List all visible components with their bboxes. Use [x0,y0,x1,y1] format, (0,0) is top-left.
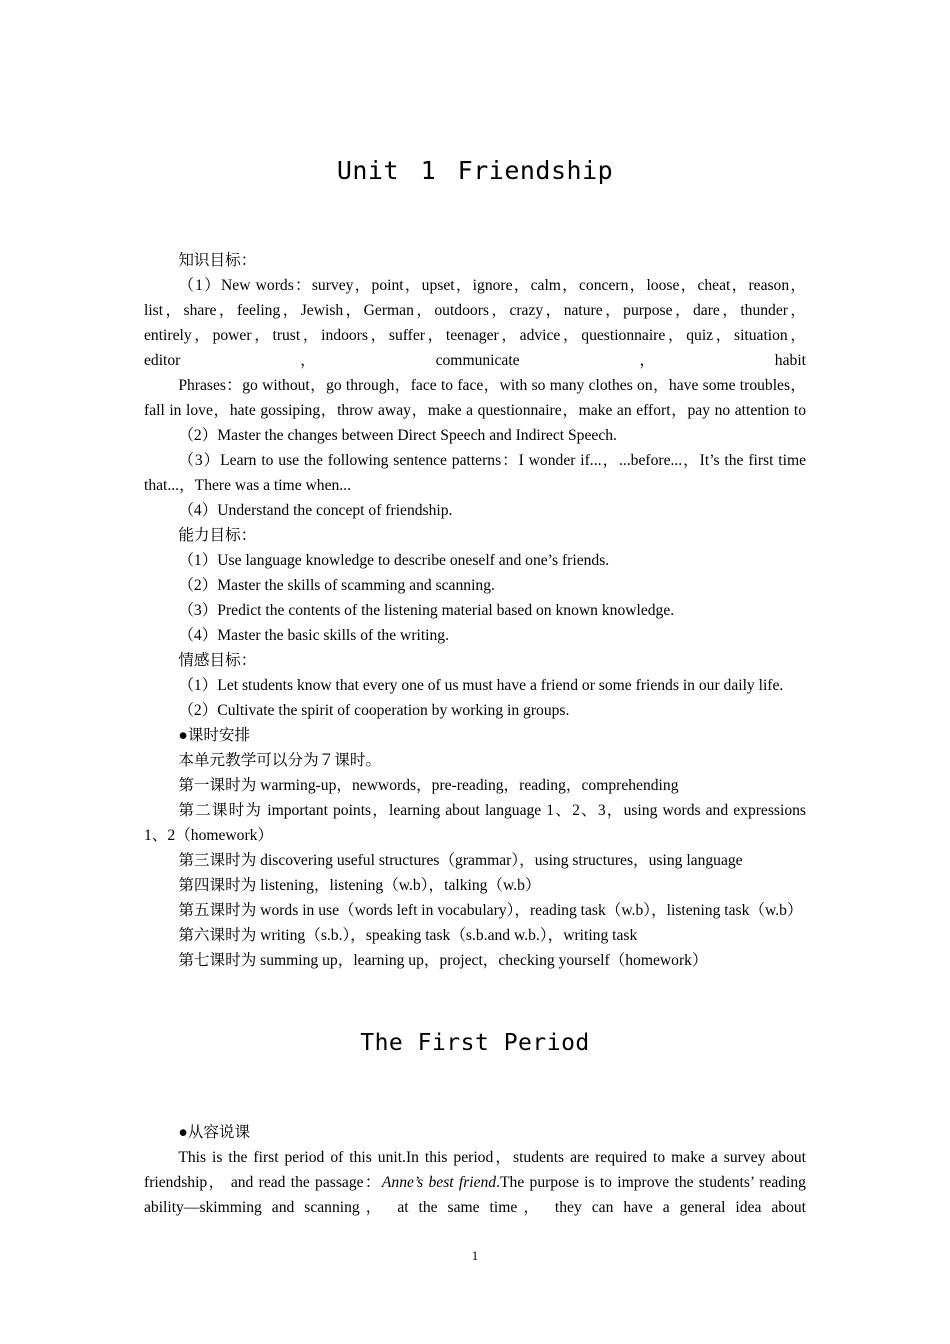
section-heading: ●从容说课 [178,1124,251,1141]
paragraph: （1）New words：survey，point，upset，ignore，calm，concern，loose，cheat，reason，list，share，feeling，Jewish，German，outdoors，crazy，nature，purpose，dare，thunder，entirely，power，trust，indoors，suffer，teenager，advice，questionnaire，quiz，situation，editor，communicate，habit [144,277,806,369]
paragraph: ●课时安排 [178,727,251,744]
period-title: The First Period [360,1030,590,1056]
paragraph [144,1145,806,1220]
paragraph: （1）Let students know that every one of us must have a friend or some friends in our daily life. [178,677,784,694]
unit-overview-section [144,248,806,973]
paragraph: （3）Learn to use the following sentence patterns：I wonder if...，...before...，It’s the first time that...，There was a time when... [144,452,806,494]
passage-title: Anne’s best friend [381,1174,497,1191]
paragraph: （4）Master the basic skills of the writing. [178,627,449,644]
paragraph: 第六课时为 writing（s.b.），speaking task（s.b.and w.b.），writing task [178,927,638,944]
paragraph: 第二课时为 important points，learning about language 1、2、3，using words and expressions 1、2（homework） [144,802,806,844]
paragraph: （3）Predict the contents of the listening material based on known knowledge. [178,602,675,619]
paragraph: 本单元教学可以分为７课时。 [178,752,382,769]
paragraph-text-end: .The purpose is to improve the students’ reading ability—skimming and scanning， at the same time， they can have a general idea about [144,1174,806,1216]
paragraph: （1）Use language knowledge to describe oneself and one’s friends. [178,552,610,569]
paragraph: Phrases：go without，go through，face to face，with so many clothes on，have some troubles，fall in love，hate gossiping，throw away，make a questionnaire，make an effort，pay no attention to [144,377,806,419]
paragraph-text-start: This is the first period of this unit.In this period，students are required to make a survey about friendship， and read the passage： [144,1149,806,1191]
period-section [144,1120,806,1220]
paragraph: 情感目标： [178,652,257,669]
unit-title: Unit 1 Friendship [336,156,614,185]
paragraph: 能力目标： [178,527,257,544]
paragraph: 知识目标： [178,252,257,269]
paragraph: 第五课时为 words in use（words left in vocabulary），reading task（w.b），listening task（w.b） [178,902,803,919]
paragraph: 第一课时为 warming-up，newwords，pre-reading，reading，comprehending [178,777,679,794]
paragraph: 第四课时为 listening，listening（w.b），talking（w.b） [178,877,541,894]
paragraph: （2）Master the skills of scamming and scanning. [178,577,495,594]
paragraph: 第七课时为 summing up，learning up，project，checking yourself（homework） [178,952,708,969]
page-number: 1 [471,1248,479,1263]
paragraph: （2）Cultivate the spirit of cooperation by working in groups. [178,702,570,719]
paragraph: 第三课时为 discovering useful structures（grammar），using structures，using language [178,852,743,869]
paragraph: （2）Master the changes between Direct Speech and Indirect Speech. [178,427,617,444]
paragraph: （4）Understand the concept of friendship. [178,502,453,519]
